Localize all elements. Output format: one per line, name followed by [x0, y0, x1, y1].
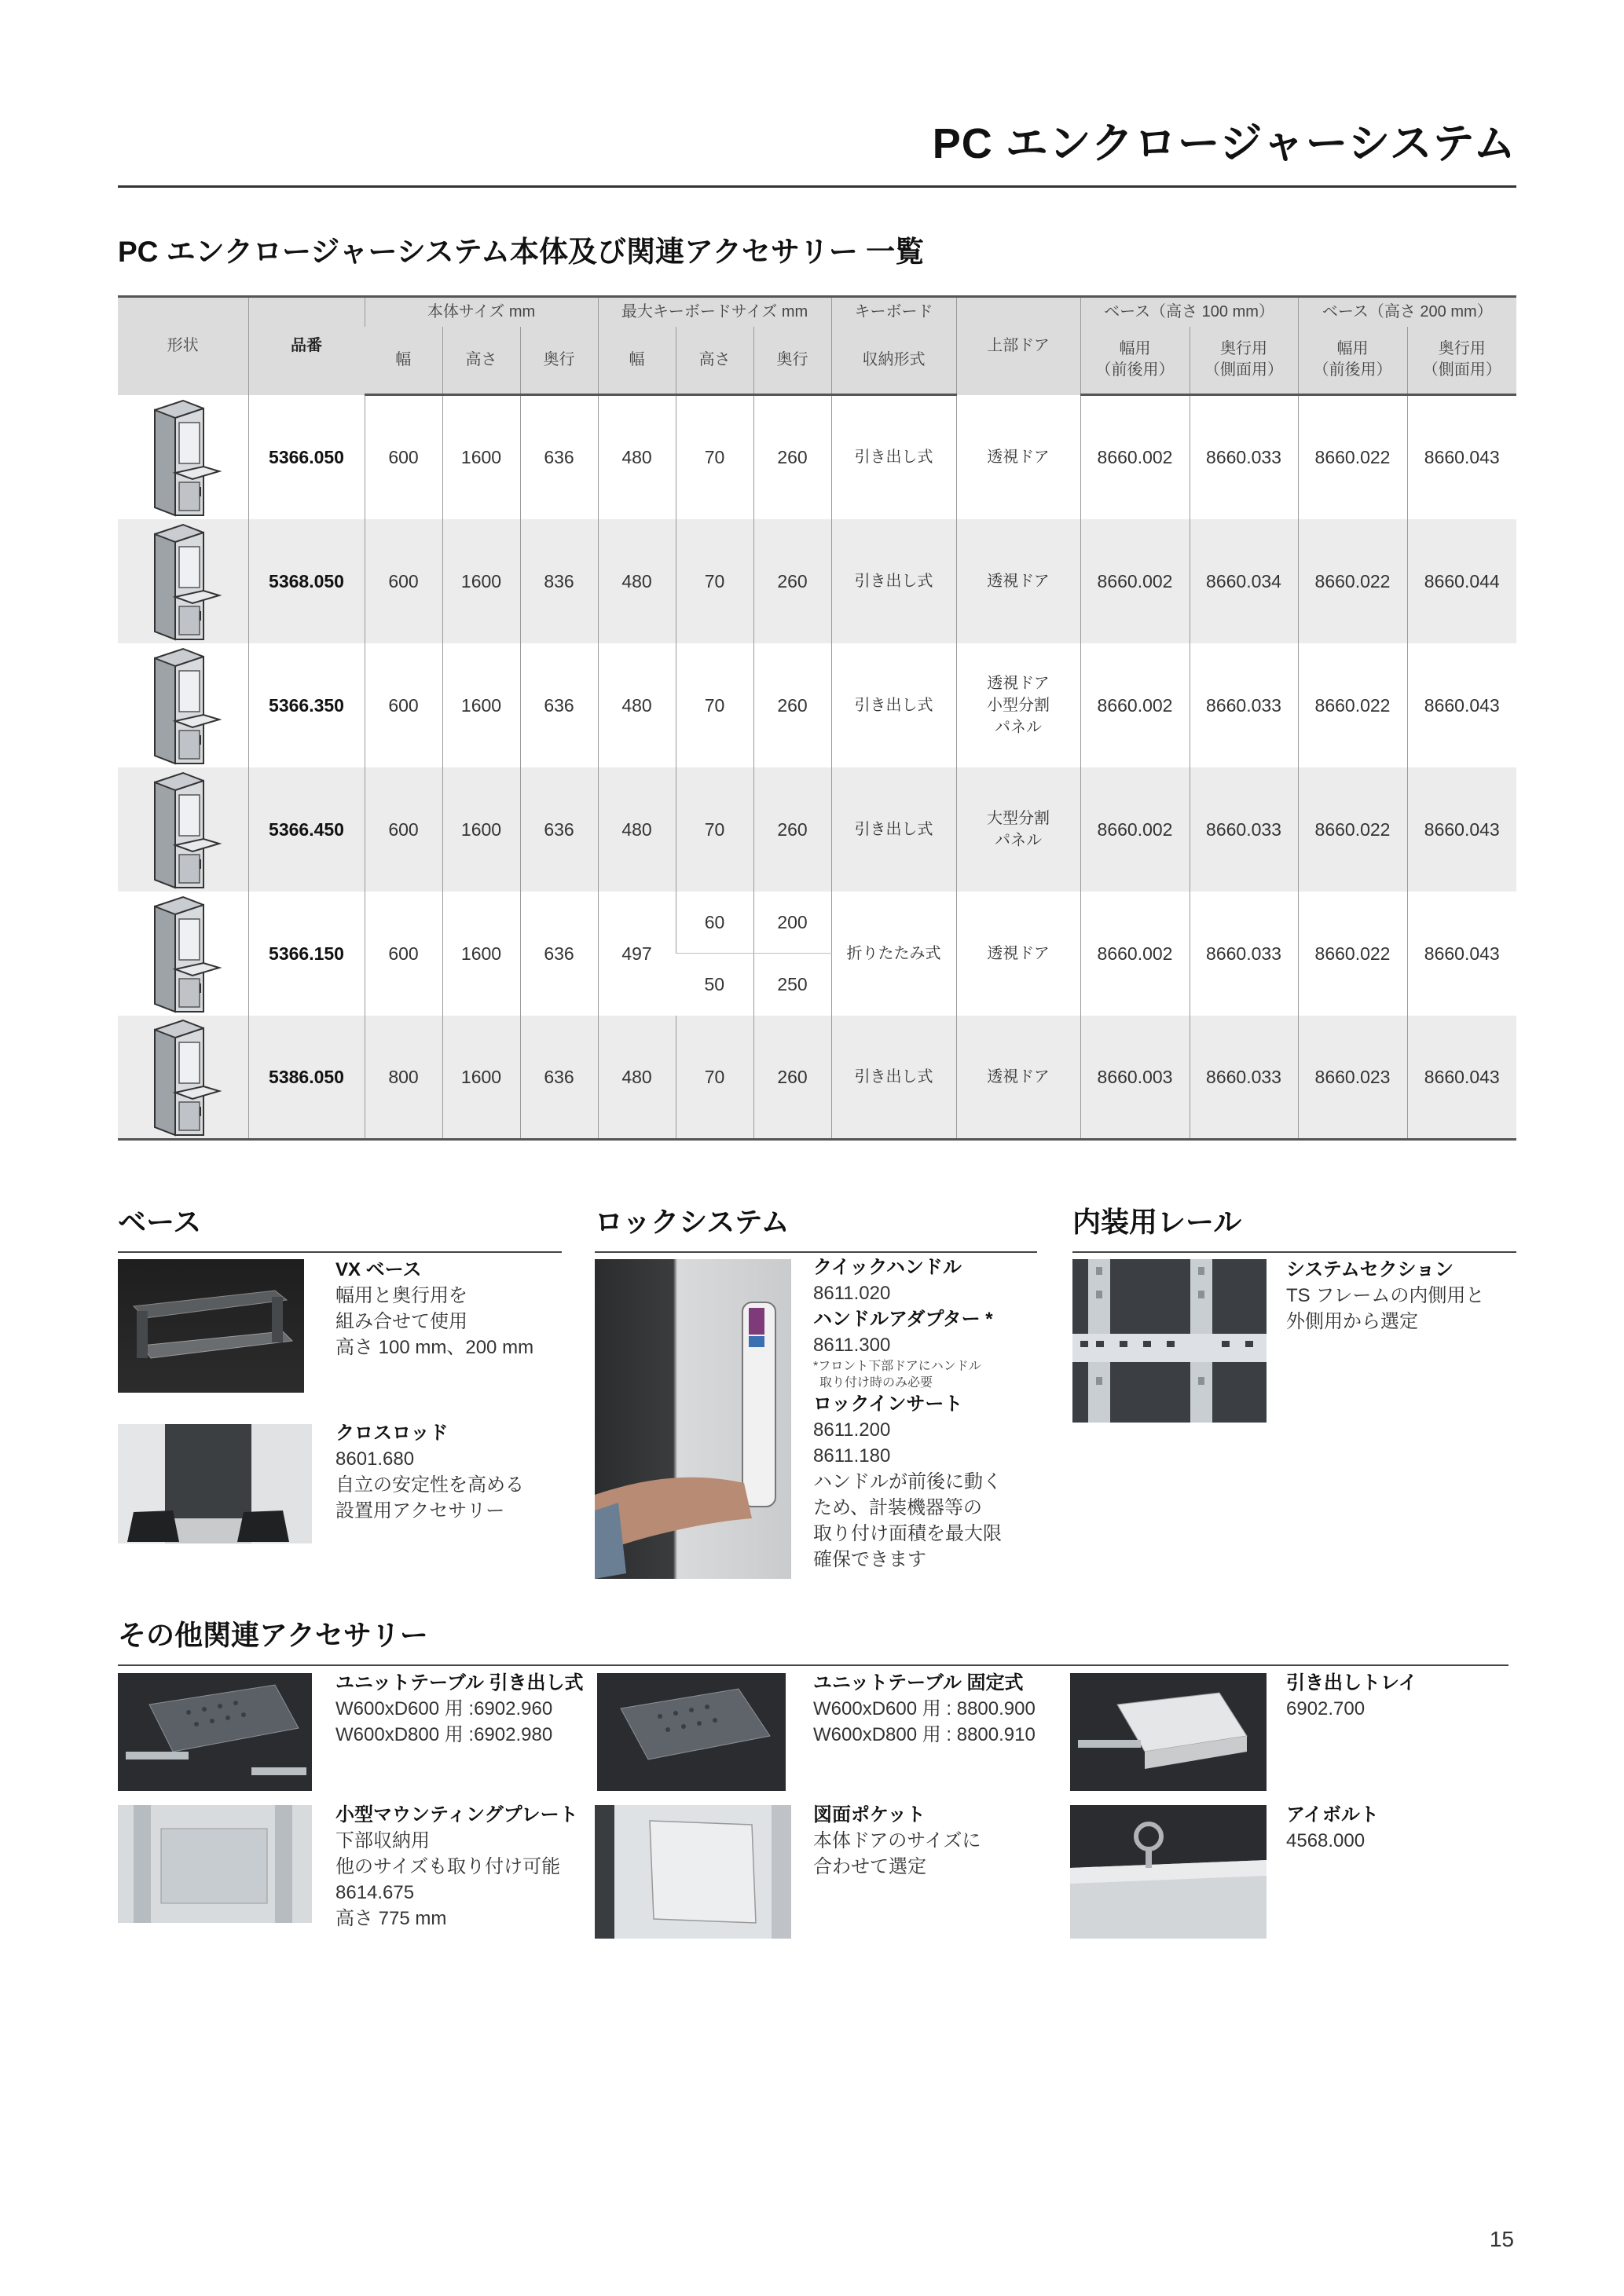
cell-kb-width: 480 [598, 1016, 676, 1140]
mounting-plate-photo [118, 1805, 312, 1923]
cross-rod-caption [335, 1420, 524, 1524]
door-line: 大型分割 [987, 809, 1050, 827]
cell-height: 1600 [442, 643, 520, 767]
caption-line: ため、計装機器等の [813, 1497, 983, 1518]
header-kb-depth: 奥行 [753, 327, 831, 395]
part-number: 5366.050 [248, 395, 365, 519]
cell-kb-height: 70 [676, 643, 753, 767]
cell-kb-width: 480 [598, 643, 676, 767]
cell-storage: 引き出し式 [831, 395, 956, 519]
caption-line: 8601.680 [335, 1448, 415, 1470]
cell-kb-depth: 260 [753, 767, 831, 892]
header-label: （側面用） [1422, 361, 1501, 379]
caption-line: 他のサイズも取り付け可能 [335, 1856, 561, 1877]
cell-kb-height: 70 [676, 1016, 753, 1140]
part-number: 5366.350 [248, 643, 365, 767]
system-section-title: システムセクション [1286, 1259, 1454, 1280]
adapter-note: *フロント下部ドアにハンドル [813, 1360, 981, 1373]
cell-base100-depth: 8660.033 [1190, 892, 1298, 1016]
caption-line: 自立の安定性を高める [335, 1474, 524, 1496]
caption-line: 幅用と奥行用を [335, 1285, 467, 1306]
header-label: 奥行用 [1438, 340, 1486, 358]
cell-height: 1600 [442, 519, 520, 643]
quick-handle-photo [595, 1259, 791, 1579]
door-line: 透視ドア [987, 572, 1050, 590]
caption-line: 6902.700 [1286, 1698, 1366, 1719]
caption-line: 8611.180 [813, 1445, 891, 1467]
drawing-pocket-caption [813, 1802, 981, 1880]
door-line: パネル [995, 718, 1042, 736]
lock-insert-title: ロックインサート [813, 1393, 963, 1415]
cell-kb-depth-alt: 250 [753, 954, 831, 1016]
cell-width: 600 [365, 643, 442, 767]
cell-base200-depth: 8660.043 [1407, 1016, 1516, 1140]
cell-kb-width: 480 [598, 519, 676, 643]
cell-top-door [956, 767, 1080, 892]
header-keyboard-size: 最大キーボードサイズ mm [598, 297, 831, 327]
cabinet-illustration [118, 1016, 248, 1140]
cell-height: 1600 [442, 395, 520, 519]
cell-top-door [956, 643, 1080, 767]
cell-base100-depth: 8660.033 [1190, 1016, 1298, 1140]
cell-height: 1600 [442, 892, 520, 1016]
pull-out-table-caption [335, 1670, 584, 1748]
cabinet-illustration [118, 767, 248, 892]
quick-handle-code: 8611.020 [813, 1283, 891, 1304]
vx-base-caption [335, 1257, 533, 1360]
header-height: 高さ [442, 327, 520, 395]
cell-top-door [956, 395, 1080, 519]
caption-line: 高さ 100 mm、200 mm [335, 1337, 534, 1358]
cell-kb-height: 70 [676, 767, 753, 892]
caption-line: 外側用から選定 [1286, 1311, 1418, 1332]
header-base100-depth [1190, 327, 1298, 395]
cell-storage: 引き出し式 [831, 1016, 956, 1140]
door-line: 透視ドア [987, 1067, 1050, 1086]
header-label: （前後用） [1095, 361, 1175, 379]
cell-storage: 折りたたみ式 [831, 892, 956, 1016]
eye-bolt-title: アイボルト [1286, 1804, 1379, 1825]
drawing-pocket-title: 図面ポケット [813, 1804, 926, 1825]
cross-rod-title: クロスロッド [335, 1423, 449, 1444]
cell-base200-width: 8660.022 [1298, 519, 1407, 643]
other-accessories-heading: その他関連アクセサリー [118, 1613, 1509, 1666]
cell-depth: 636 [520, 395, 598, 519]
cell-depth: 636 [520, 1016, 598, 1140]
cell-base200-depth: 8660.043 [1407, 643, 1516, 767]
fixed-table-caption [813, 1670, 1036, 1748]
cell-kb-width: 480 [598, 767, 676, 892]
header-body-size: 本体サイズ mm [365, 297, 598, 327]
caption-line: TS フレームの内側用と [1286, 1285, 1485, 1306]
door-line: 透視ドア [987, 448, 1050, 466]
cell-storage: 引き出し式 [831, 767, 956, 892]
cell-base200-width: 8660.022 [1298, 767, 1407, 892]
cell-width: 600 [365, 519, 442, 643]
cell-base200-depth: 8660.043 [1407, 767, 1516, 892]
caption-line: 高さ 775 mm [335, 1908, 447, 1929]
caption-line: 合わせて選定 [813, 1856, 926, 1877]
caption-line: 4568.000 [1286, 1830, 1366, 1851]
door-line: 透視ドア [987, 674, 1050, 692]
cell-top-door [956, 892, 1080, 1016]
cabinet-illustration [118, 892, 248, 1016]
cell-base100-width: 8660.002 [1080, 643, 1190, 767]
eye-bolt-photo [1070, 1805, 1267, 1939]
cell-kb-depth: 260 [753, 1016, 831, 1140]
handle-adapter-title: ハンドルアダプター * [813, 1309, 993, 1330]
eye-bolt-caption [1286, 1802, 1379, 1854]
header-top-door: 上部ドア [956, 297, 1080, 395]
header-part-no: 品番 [248, 297, 365, 395]
caption-line: 設置用アクセサリー [335, 1500, 505, 1522]
cell-depth: 636 [520, 892, 598, 1016]
cell-kb-width: 480 [598, 395, 676, 519]
handle-adapter-code: 8611.300 [813, 1335, 891, 1356]
header-shape: 形状 [118, 297, 248, 395]
section-heading: PC エンクロージャーシステム本体及び関連アクセサリー 一覧 [118, 236, 925, 268]
table-row [118, 767, 1516, 892]
header-base-100: ベース（高さ 100 mm） [1080, 297, 1298, 327]
cell-base100-width: 8660.002 [1080, 892, 1190, 1016]
drawing-pocket-photo [595, 1805, 791, 1939]
cell-base200-width: 8660.022 [1298, 892, 1407, 1016]
caption-line: 確保できます [813, 1549, 926, 1570]
cell-base200-width: 8660.022 [1298, 643, 1407, 767]
lock-heading: ロックシステム [595, 1200, 1037, 1253]
caption-line: W600xD600 用 :6902.960 [335, 1698, 553, 1719]
cell-base200-width: 8660.023 [1298, 1016, 1407, 1140]
drawer-tray-photo [1070, 1673, 1267, 1791]
header-base200-depth [1407, 327, 1516, 395]
quick-handle-title: クイックハンドル [813, 1257, 962, 1278]
cell-kb-depth: 260 [753, 395, 831, 519]
caption-line: W600xD600 用 : 8800.900 [813, 1698, 1036, 1719]
cabinet-illustration [118, 519, 248, 643]
cell-kb-height: 70 [676, 519, 753, 643]
part-number: 5366.150 [248, 892, 365, 1016]
header-base-200: ベース（高さ 200 mm） [1298, 297, 1516, 327]
pull-out-table-title: ユニットテーブル 引き出し式 [335, 1672, 584, 1694]
header-base100-width [1080, 327, 1190, 395]
lock-section [595, 1200, 1037, 1253]
cell-top-door [956, 519, 1080, 643]
caption-line: 8614.675 [335, 1882, 415, 1903]
title-rule [118, 185, 1516, 188]
cell-base200-depth: 8660.043 [1407, 395, 1516, 519]
part-number: 5386.050 [248, 1016, 365, 1140]
fixed-table-title: ユニットテーブル 固定式 [813, 1672, 1024, 1694]
header-label: 奥行用 [1220, 340, 1267, 358]
cell-depth: 636 [520, 767, 598, 892]
cell-base100-depth: 8660.033 [1190, 395, 1298, 519]
header-kb-width: 幅 [598, 327, 676, 395]
vx-base-title: VX ベース [335, 1259, 422, 1280]
vx-base-photo [118, 1259, 304, 1393]
caption-line: W600xD800 用 :6902.980 [335, 1724, 553, 1745]
caption-line: 下部収納用 [335, 1830, 430, 1851]
header-label: （側面用） [1204, 361, 1283, 379]
cell-base100-width: 8660.002 [1080, 395, 1190, 519]
door-line: パネル [995, 831, 1042, 849]
cell-kb-height-alt: 50 [704, 974, 725, 995]
base-heading: ベース [118, 1200, 562, 1253]
cell-base100-depth: 8660.034 [1190, 519, 1298, 643]
header-label: （前後用） [1313, 361, 1392, 379]
part-number: 5368.050 [248, 519, 365, 643]
system-section-photo [1072, 1259, 1267, 1423]
cell-base100-depth: 8660.033 [1190, 767, 1298, 892]
cell-height: 1600 [442, 767, 520, 892]
cell-width: 600 [365, 892, 442, 1016]
cell-base100-width: 8660.002 [1080, 519, 1190, 643]
cell-kb-height: 60 [676, 892, 753, 954]
header-kb-height: 高さ [676, 327, 753, 395]
overview-table [118, 295, 1516, 1141]
header-keyboard: キーボード [831, 297, 956, 327]
cell-base100-width: 8660.002 [1080, 767, 1190, 892]
cell-kb-depth: 200 [753, 892, 831, 954]
drawer-tray-title: 引き出しトレイ [1286, 1672, 1417, 1694]
header-depth: 奥行 [520, 327, 598, 395]
header-storage: 収納形式 [831, 327, 956, 395]
rail-heading: 内装用レール [1072, 1200, 1516, 1253]
cell-depth: 636 [520, 643, 598, 767]
cell-storage: 引き出し式 [831, 643, 956, 767]
cell-base200-depth: 8660.043 [1407, 892, 1516, 1016]
mounting-plate-caption [335, 1802, 578, 1932]
table-row [118, 1016, 1516, 1140]
cell-depth: 836 [520, 519, 598, 643]
cell-kb-height: 70 [676, 395, 753, 519]
fixed-table-photo [597, 1673, 786, 1791]
cell-base200-depth: 8660.044 [1407, 519, 1516, 643]
table-row [118, 643, 1516, 767]
system-section-caption [1286, 1257, 1484, 1335]
part-number: 5366.450 [248, 767, 365, 892]
cell-kb-depth: 260 [753, 519, 831, 643]
caption-line: 取り付け面積を最大限 [813, 1523, 1002, 1544]
cell-top-door [956, 1016, 1080, 1140]
page-title: PC エンクロージャーシステム [932, 120, 1516, 167]
cell-width: 600 [365, 395, 442, 519]
page-number: 15 [1489, 2227, 1514, 2251]
adapter-note: 取り付け時のみ必要 [819, 1376, 933, 1390]
table-row [118, 395, 1516, 519]
cell-height: 1600 [442, 1016, 520, 1140]
header-label: 幅用 [1119, 340, 1151, 358]
caption-line: 8611.200 [813, 1419, 891, 1441]
cell-base200-width: 8660.022 [1298, 395, 1407, 519]
pull-out-table-photo [118, 1673, 312, 1791]
drawer-tray-caption [1286, 1670, 1417, 1722]
mounting-plate-title: 小型マウンティングプレート [335, 1804, 578, 1825]
door-line: 小型分割 [987, 696, 1050, 714]
cabinet-illustration [118, 643, 248, 767]
caption-line: ハンドルが前後に動く [813, 1471, 1002, 1492]
table-row [118, 519, 1516, 643]
cell-kb-width: 497 [598, 892, 676, 1016]
rail-section [1072, 1200, 1516, 1253]
caption-line: W600xD800 用 : 8800.910 [813, 1724, 1036, 1745]
header-width: 幅 [365, 327, 442, 395]
table-row [118, 892, 1516, 954]
header-label: 幅用 [1336, 340, 1369, 358]
caption-line: 組み合せて使用 [335, 1311, 467, 1332]
header-base200-width [1298, 327, 1407, 395]
caption-line: 本体ドアのサイズに [813, 1830, 981, 1851]
cell-kb-depth: 260 [753, 643, 831, 767]
cell-storage: 引き出し式 [831, 519, 956, 643]
door-line: 透視ドア [987, 944, 1050, 962]
cabinet-illustration [118, 395, 248, 519]
cell-width: 800 [365, 1016, 442, 1140]
cell-width: 600 [365, 767, 442, 892]
other-accessories-section [118, 1613, 1509, 1666]
cell-base100-width: 8660.003 [1080, 1016, 1190, 1140]
cell-base100-depth: 8660.033 [1190, 643, 1298, 767]
base-section [118, 1200, 562, 1253]
lock-caption [813, 1254, 1002, 1573]
cross-rod-photo [118, 1424, 312, 1543]
